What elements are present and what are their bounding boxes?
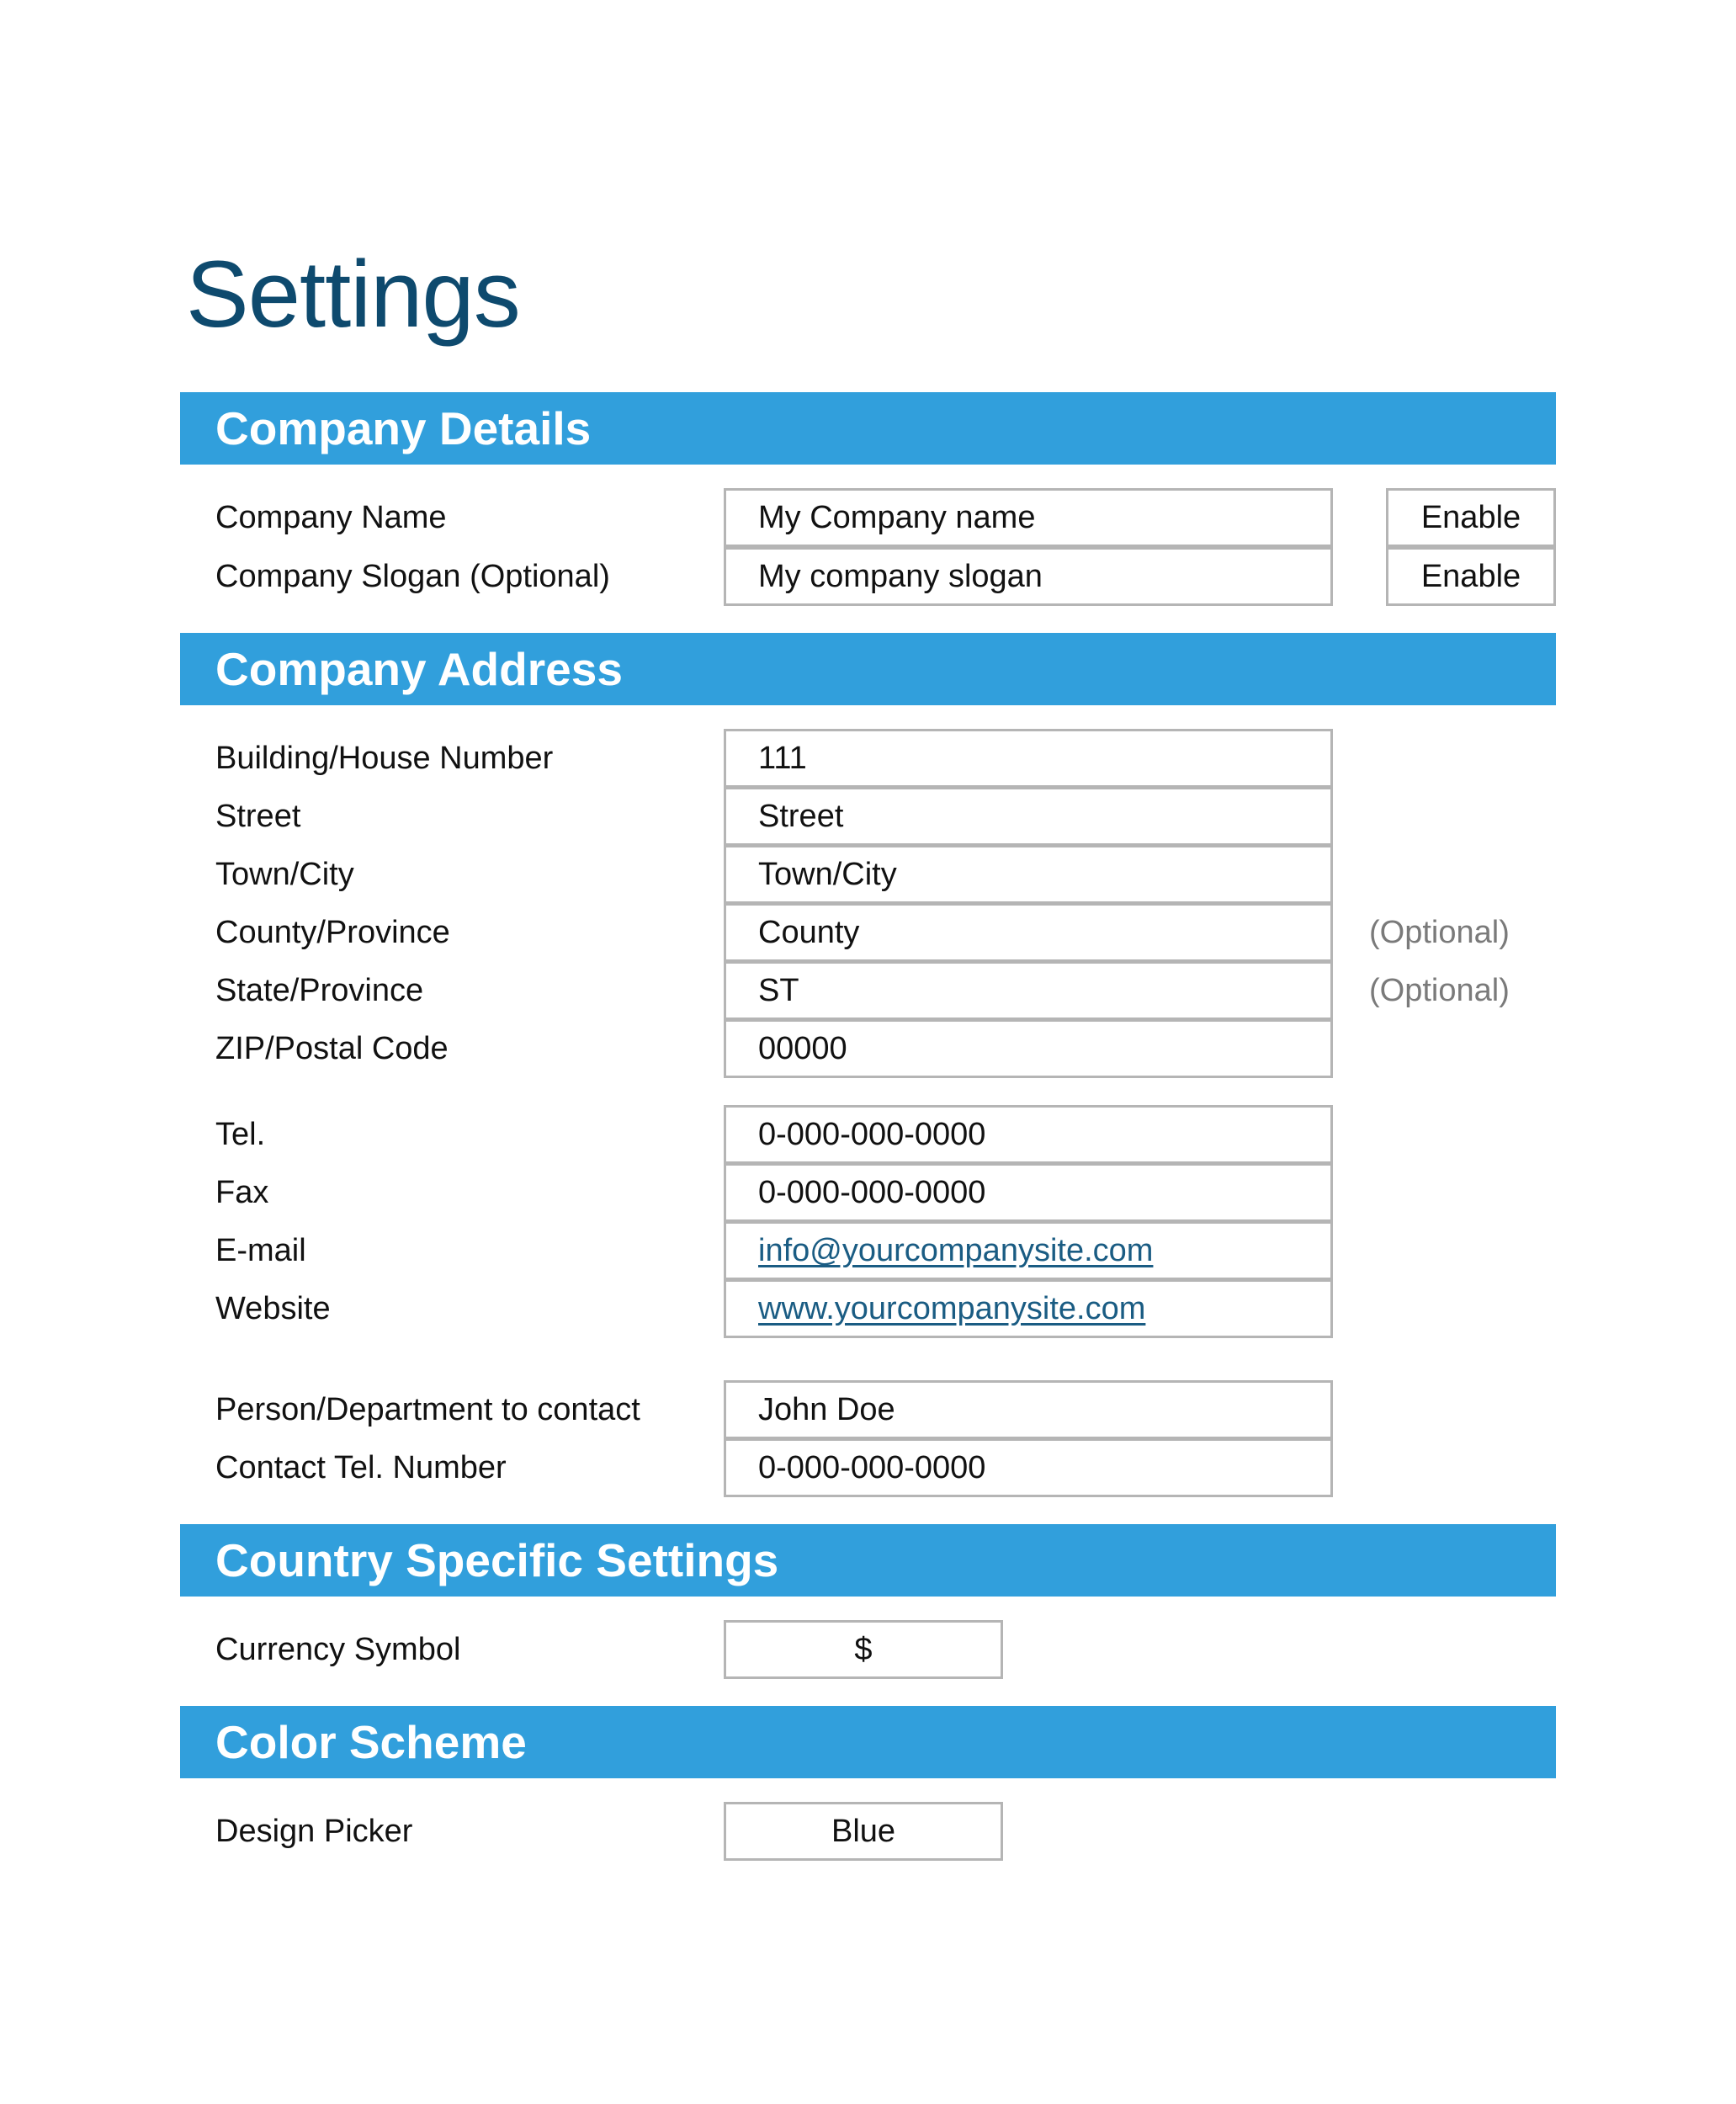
county-optional-note: (Optional) (1369, 915, 1510, 950)
zip-code-field[interactable]: 00000 (724, 1019, 1333, 1078)
company-slogan-label: Company Slogan (Optional) (215, 559, 610, 594)
zip-code-label: ZIP/Postal Code (215, 1031, 449, 1066)
state-optional-note: (Optional) (1369, 973, 1510, 1008)
tel-field[interactable]: 0-000-000-0000 (724, 1105, 1333, 1164)
website-field[interactable] (724, 1279, 1333, 1338)
company-slogan-field[interactable]: My company slogan (724, 547, 1333, 606)
contact-person-label: Person/Department to contact (215, 1392, 640, 1427)
county-province-field[interactable]: County (724, 903, 1333, 962)
fax-field[interactable]: 0-000-000-0000 (724, 1163, 1333, 1222)
company-name-label: Company Name (215, 500, 447, 535)
county-province-label: County/Province (215, 915, 450, 950)
design-picker-field[interactable]: Blue (724, 1802, 1003, 1861)
currency-symbol-field[interactable]: $ (724, 1620, 1003, 1679)
section-header-company-address: Company Address (180, 633, 1556, 705)
email-link[interactable]: info@yourcompanysite.com (758, 1233, 1154, 1268)
town-city-label: Town/City (215, 857, 354, 892)
page-title: Settings (186, 242, 520, 347)
contact-tel-field[interactable]: 0-000-000-0000 (724, 1438, 1333, 1497)
tel-label: Tel. (215, 1117, 266, 1152)
company-slogan-enable-button[interactable]: Enable (1386, 547, 1556, 606)
design-picker-label: Design Picker (215, 1814, 413, 1849)
website-link[interactable]: www.yourcompanysite.com (758, 1291, 1146, 1326)
town-city-field[interactable]: Town/City (724, 845, 1333, 904)
email-field[interactable] (724, 1221, 1333, 1280)
street-field[interactable]: Street (724, 787, 1333, 846)
street-label: Street (215, 799, 301, 834)
contact-tel-label: Contact Tel. Number (215, 1450, 507, 1485)
company-name-field[interactable]: My Company name (724, 488, 1333, 547)
section-header-color-scheme: Color Scheme (180, 1706, 1556, 1778)
website-label: Website (215, 1291, 331, 1326)
fax-label: Fax (215, 1175, 269, 1210)
state-province-field[interactable]: ST (724, 961, 1333, 1020)
building-number-label: Building/House Number (215, 741, 554, 776)
currency-symbol-label: Currency Symbol (215, 1632, 461, 1667)
state-province-label: State/Province (215, 973, 424, 1008)
email-label: E-mail (215, 1233, 306, 1268)
section-header-company-details: Company Details (180, 392, 1556, 465)
contact-person-field[interactable]: John Doe (724, 1380, 1333, 1439)
company-name-enable-button[interactable]: Enable (1386, 488, 1556, 547)
section-header-country-settings: Country Specific Settings (180, 1524, 1556, 1597)
building-number-field[interactable]: 111 (724, 729, 1333, 788)
